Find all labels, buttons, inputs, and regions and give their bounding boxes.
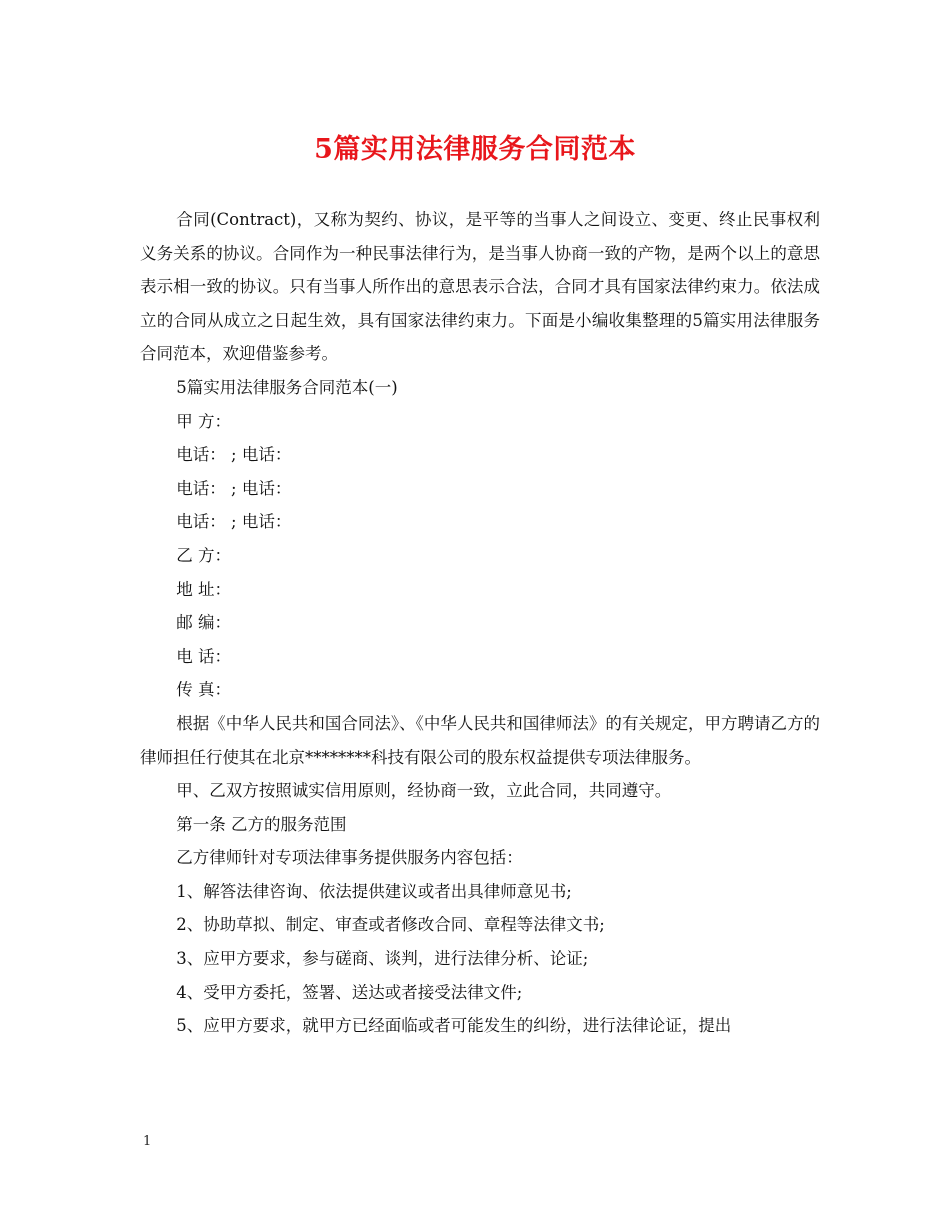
agreement-paragraph: 甲、乙双方按照诚实信用原则，经协商一致，立此合同，共同遵守。	[176, 781, 672, 801]
phone-line: 电话： ; 电话：	[176, 512, 292, 532]
document-title: 5篇实用法律服务合同范本	[314, 134, 636, 165]
intro-paragraph: 合同(Contract)，又称为契约、协议，是平等的当事人之间设立、变更、终止民事权利义务关系的协议。合同作为一种民事法律行为，是当事人协商一致的产物，是两个以上的意思表示相一致的协议。只有当事人所作出的意思表示合法，合同才具有国家法律约束力。依法成立的合同从成立之日起生效，具有国家法律约束力。下面是小编收集整理的5篇实用法律服务合同范本，欢迎借鉴参考。	[140, 210, 820, 364]
page-number: 1	[143, 1134, 152, 1149]
service-item: 4、受甲方委托，签署、送达或者接受法律文件;	[176, 982, 523, 1002]
phone-line: 电话： ; 电话：	[176, 445, 292, 465]
article-heading: 第一条 乙方的服务范围	[176, 814, 347, 834]
service-item: 2、协助草拟、制定、审查或者修改合同、章程等法律文书;	[176, 915, 605, 935]
party-b-line: 乙 方：	[176, 545, 232, 565]
contract-heading: 5篇实用法律服务合同范本(一)	[176, 377, 398, 397]
service-item: 3、应甲方要求，参与磋商、谈判，进行法律分析、论证;	[176, 949, 589, 969]
party-a-line: 甲 方：	[176, 411, 232, 431]
telephone-line: 电 话：	[176, 646, 232, 666]
fax-line: 传 真：	[176, 680, 232, 700]
address-line: 地 址：	[176, 579, 232, 599]
legal-basis-paragraph: 根据《中华人民共和国合同法》、《中华人民共和国律师法》的有关规定，甲方聘请乙方的律师担任行使其在北京********科技有限公司的股东权益提供专项法律服务。	[140, 713, 820, 767]
service-item: 1、解答法律咨询、依法提供建议或者出具律师意见书;	[176, 881, 572, 901]
document-body	[140, 203, 820, 1043]
service-intro: 乙方律师针对专项法律事务提供服务内容包括：	[176, 848, 523, 868]
postcode-line: 邮 编：	[176, 613, 232, 633]
service-item: 5、应甲方要求，就甲方已经面临或者可能发生的纠纷，进行法律论证，提出	[176, 1016, 732, 1036]
phone-line: 电话： ; 电话：	[176, 478, 292, 498]
